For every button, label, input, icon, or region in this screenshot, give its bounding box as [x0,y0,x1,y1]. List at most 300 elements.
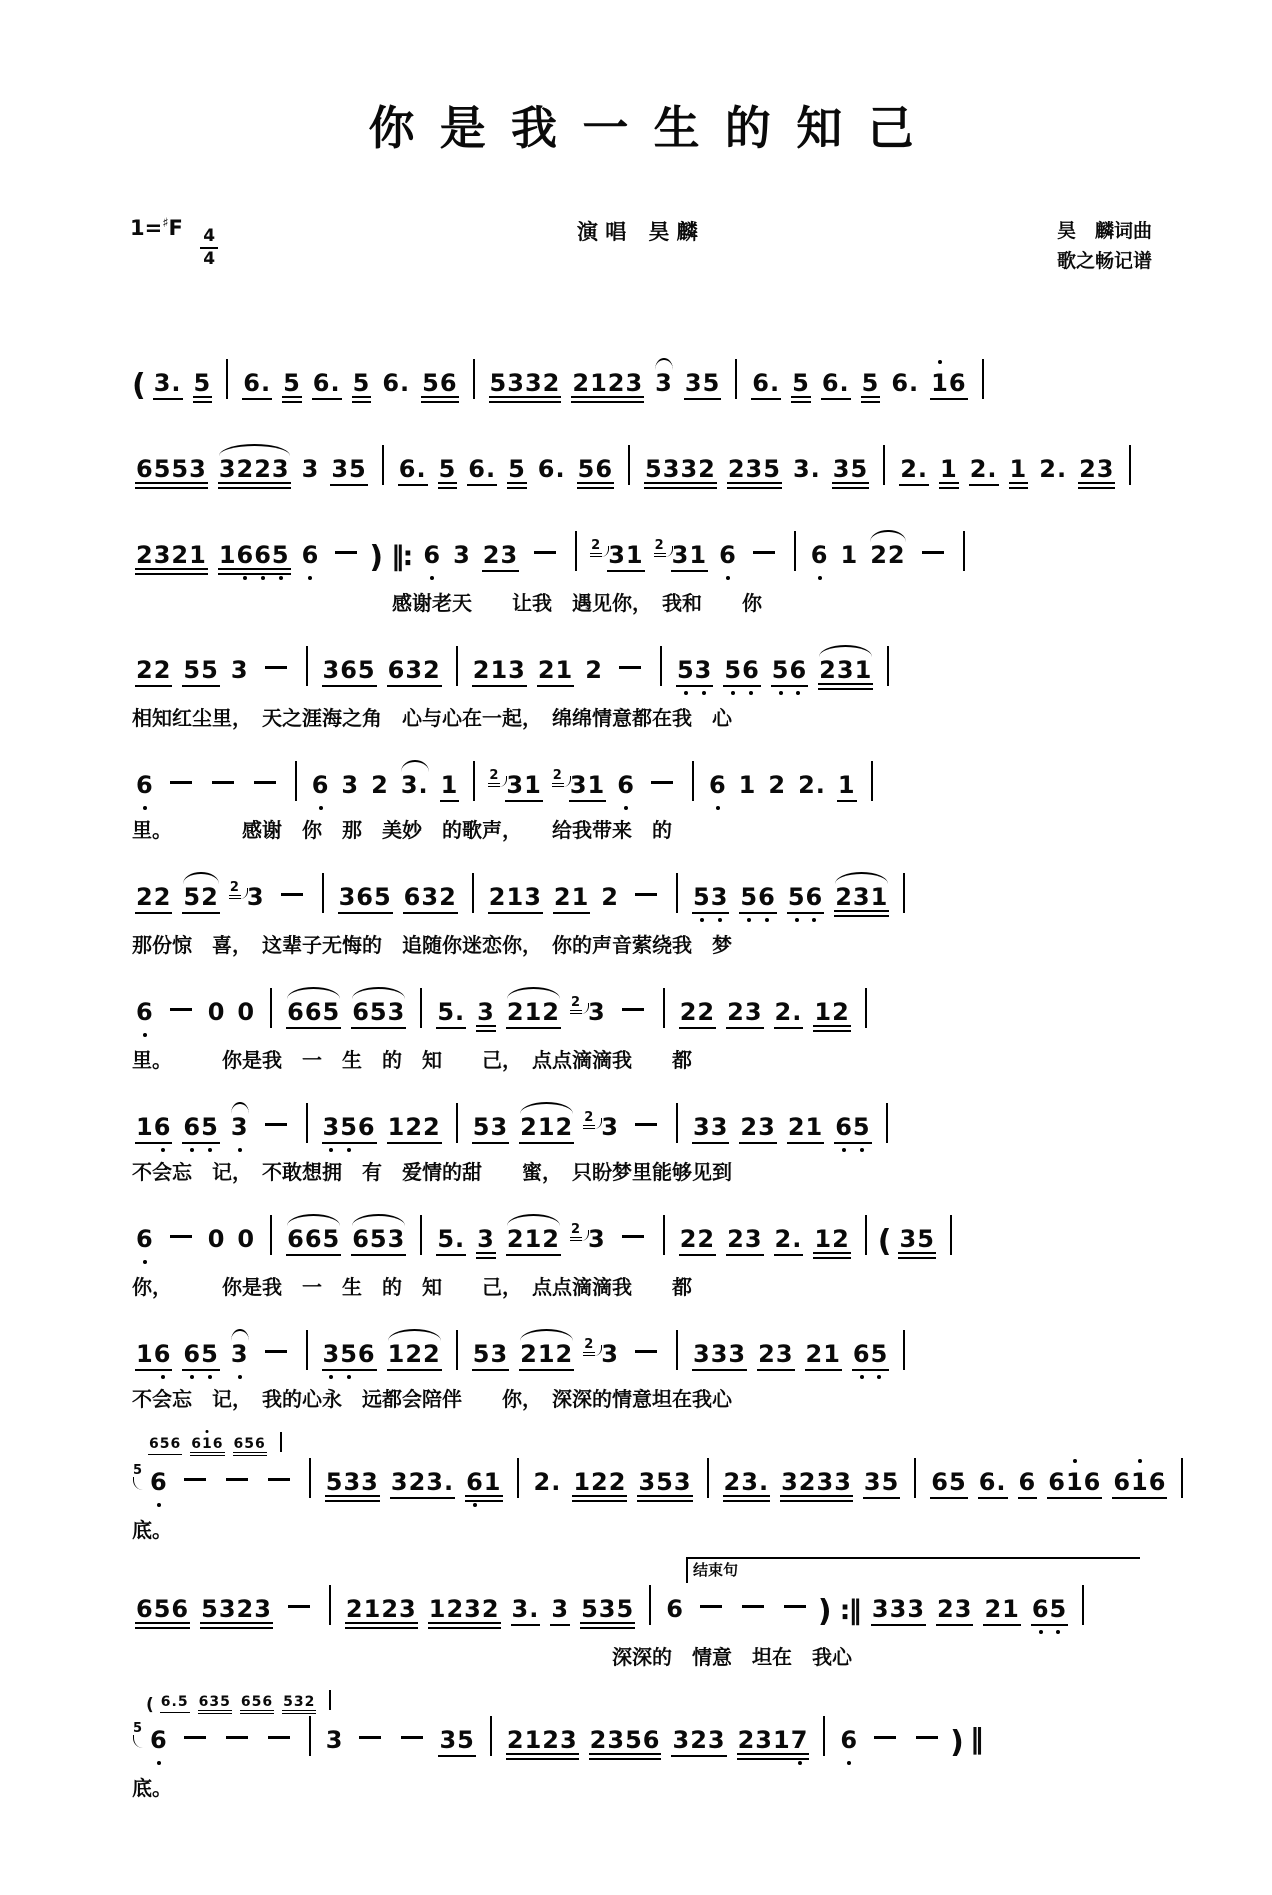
note: 3 [655,368,673,397]
barline [628,445,630,485]
note: 333 [871,1597,926,1626]
note: 6 5 [182,1115,219,1144]
duration-dash [700,1605,722,1608]
note: 6. [821,371,851,400]
barline [420,988,422,1028]
note: 235 [727,457,782,489]
note: 56 [421,371,458,403]
lyrics-line: 深深的 情意 坦在 我心 [132,1644,852,1669]
note: 6. [891,368,920,397]
note: 3 [230,655,249,684]
barline [329,1585,331,1625]
lyrics-line: 感谢老天 让我 遇见你， 我和 你 [132,590,762,615]
system [130,745,1152,843]
parenthesis: ( [132,367,146,403]
lyrics-line: 不会忘 记， 不敢想拥 有 爱情的甜 蜜， 只盼梦里能够见到 [132,1159,732,1184]
time-signature [200,228,218,268]
note: 3223 [218,457,291,489]
duration-dash [916,1736,938,1739]
note: 3 5 6 [322,1115,377,1144]
note: 6. [467,457,497,486]
duration-dash [635,1350,657,1353]
lyrics-line: 不会忘 记， 我的心永 远都会陪伴 你， 深深的情意坦在我心 [132,1386,732,1411]
note: 3. [400,770,429,799]
note: 212 [519,1115,574,1144]
meter-denominator: 4 [203,249,216,269]
note: 55 [182,658,219,687]
duration-dash [268,1736,290,1739]
notation-row [130,1087,1152,1156]
note: 56 [577,457,614,489]
note: 231 [834,885,889,917]
grace-note: 2 [583,1338,595,1356]
lyrics-line: 底。 [132,1517,172,1542]
barline [280,1432,282,1452]
grace-note: 2 [488,769,500,787]
duration-dash [635,893,657,896]
note: 213 [488,885,543,914]
note: 665 [286,1000,341,1029]
barline [823,1716,825,1756]
barline [456,1330,458,1370]
note: 6 [1018,1470,1038,1499]
note: 6 5 [852,1342,889,1371]
system [130,1087,1152,1185]
note: 532 [282,1695,316,1714]
grace-note: 2 [570,1223,582,1241]
note: 53 [472,1115,509,1144]
note: 23 [936,1597,973,1626]
note: 212 [506,1227,561,1256]
barline [309,1458,311,1498]
performer-line [449,216,832,246]
barline [420,1215,422,1255]
duration-dash [184,1736,206,1739]
system [130,429,1152,501]
note: 33 [692,1115,729,1144]
barline [886,1103,888,1143]
note: 35 [898,1227,935,1259]
grace-note: 2 [590,539,602,557]
note: 1 [840,540,859,569]
note: 653 [351,1000,406,1029]
system [130,972,1152,1073]
grace-note: 2 [583,1111,595,1129]
note: 2 [768,770,787,799]
duration-dash [226,1478,248,1481]
note: 1 [837,773,857,802]
note: 0 [207,997,226,1026]
grace-note: 2 [570,996,582,1014]
barline [871,761,873,801]
barline [382,445,384,485]
barline [963,531,965,571]
barline [472,873,474,913]
parenthesis: ( [146,1694,154,1715]
duration-dash [359,1736,381,1739]
note: 535 [580,1597,635,1629]
note: 323. [390,1470,455,1499]
note: 656 [233,1437,267,1456]
note: 22 [870,540,906,569]
note: 3 [246,882,265,911]
parenthesis: ) [369,539,384,575]
barline [676,873,678,913]
duration-dash [622,1008,644,1011]
note: 23 [739,1115,776,1144]
note: 3. [511,1597,541,1626]
note: 231 [818,658,873,690]
credit-words-music: 昊 麟词曲 [1056,220,1152,242]
note: 21 [553,885,590,914]
key-prefix: 1= [130,216,163,240]
note: 3. [153,371,183,400]
note: 353 [637,1470,692,1502]
note: 5 [352,371,372,403]
note: 2123 [345,1597,418,1629]
note: 2. [774,1227,804,1256]
note: 6.5 [160,1695,190,1713]
note: 6 [135,1000,155,1027]
barline [676,1330,678,1370]
note: 21 [537,658,574,687]
note: 1 [1009,457,1029,489]
duration-dash [254,781,276,784]
barline [663,1215,665,1255]
note: 2 [371,770,389,799]
note: 6 [149,1470,169,1497]
note: 6 [149,1728,169,1755]
note: 21 [983,1597,1020,1626]
note: 3 [601,1112,619,1141]
note: 21 [805,1342,842,1371]
note: 6 [135,1227,155,1254]
note: 0 [207,1224,226,1253]
note: 0 [237,997,256,1026]
note: 6 1 [465,1470,502,1502]
note: 6 [666,1594,684,1623]
note: 2. [1039,454,1068,483]
notation-row [130,857,1152,929]
system [130,343,1152,415]
key-letter: F [168,216,183,240]
note: 2123 [506,1728,579,1760]
note: 2321 [135,543,208,575]
duration-dash [534,551,556,554]
note: 53 [472,1342,509,1371]
repeat-end-barline: :‖ [839,1594,860,1626]
note: 22 [679,1227,716,1256]
note: 5 [507,457,527,489]
barline [490,1716,492,1756]
note: 6 5 [182,1342,219,1371]
duration-dash [281,893,303,896]
note: 6 [616,773,636,800]
note: 1 6 [930,371,967,400]
note: 3 [453,540,471,569]
grace-note: 5 [133,1720,144,1736]
note: 35 [330,457,367,486]
duration-dash [742,1605,764,1608]
lyrics-line: 里。 你是我 一 生 的 知 己， 点点滴滴我 都 [132,1047,692,1072]
note: 2 [601,882,619,911]
note: 3 [588,997,606,1026]
note: 365 [322,658,377,687]
note: 6 5 [1031,1597,1068,1626]
duration-dash [335,551,357,554]
barline [865,988,867,1028]
note: 35 [438,1728,475,1757]
note: 5 3 [676,658,713,687]
barline [309,1716,311,1756]
note: 23 [1078,457,1115,489]
barline [1181,1458,1183,1498]
lyrics-line: 那份惊 喜， 这辈子无悔的 追随你迷恋你， 你的声音萦绕我 梦 [132,932,732,957]
duration-dash [874,1736,896,1739]
note: 5 [791,371,811,403]
note: 6. [312,371,342,400]
barline [322,873,324,913]
barline [456,646,458,686]
note: 665 [286,1227,341,1256]
note: 3. [792,454,821,483]
note: 2123 [571,371,644,403]
key-signature [130,216,449,268]
barline [663,988,665,1028]
notation-row [130,515,1152,587]
performer-name: 昊麟 [648,219,706,244]
barline [517,1458,519,1498]
note: 6553 [135,457,208,489]
note: 6 [135,773,155,800]
note: 5 6 [723,658,760,687]
note: 3 [230,1342,250,1369]
note: 656 [135,1597,190,1629]
note: 3 5 6 [322,1342,377,1371]
system [130,1199,1152,1300]
duration-dash [401,1736,423,1739]
duration-dash [265,1123,287,1126]
note: 333 [692,1342,747,1371]
note: 5323 [200,1597,273,1629]
note: 16 6 5 [218,543,291,575]
note: 122 [387,1115,442,1144]
barline [883,445,885,485]
note: 122 [572,1470,627,1502]
note: 23 [726,1000,763,1029]
duration-dash [753,551,775,554]
note: 5 [193,371,213,403]
barline [660,646,662,686]
meta-row [130,216,1152,277]
duration-dash [635,1123,657,1126]
grace-note: 2 [654,539,666,557]
barline [950,1215,952,1255]
note: 122 [387,1342,442,1371]
note: 5. [436,1000,466,1029]
barline [306,1330,308,1370]
system [130,857,1152,958]
note: 1 [738,770,757,799]
barline [676,1103,678,1143]
barline [903,1330,905,1370]
lyrics-line: 底。 [132,1775,172,1800]
barline [329,1690,331,1710]
note: 31 [607,543,644,572]
note: 6 [718,543,738,570]
note: 3233 [780,1470,853,1502]
grace-note: 5 [133,1462,144,1478]
note: 5. [436,1227,466,1256]
meter-numerator: 4 [200,228,218,249]
credits [833,216,1152,277]
barline [295,761,297,801]
note: 6. [751,371,781,400]
note: 1 [939,457,959,489]
key-accidental: ♯ [162,216,169,231]
note: 22 [679,1000,716,1029]
note: 5 [861,371,881,403]
note: 12 [813,1000,850,1032]
note: 22 [135,885,172,914]
duration-dash [619,666,641,669]
system [130,630,1152,731]
barline [306,1103,308,1143]
notation-row [130,343,1152,415]
barline [692,761,694,801]
note: 3 [476,1000,496,1032]
note: 0 [237,1224,256,1253]
duration-dash [170,1235,192,1238]
note: 213 [472,658,527,687]
barline [649,1585,651,1625]
note: 65 [930,1470,967,1499]
repeat-start-barline: ‖: [391,540,412,572]
note: 3 [550,1597,570,1626]
note: 212 [506,1000,561,1029]
barline [575,531,577,571]
note: 212 [519,1342,574,1371]
barline [914,1458,916,1498]
note: 3 [588,1224,606,1253]
note: 1232 [428,1597,501,1629]
note: 2. [533,1467,562,1496]
system [130,1557,1152,1670]
barline [456,1103,458,1143]
note: 31 [505,773,542,802]
note: 23 [482,543,519,572]
duration-dash [170,781,192,784]
note: 2. [899,457,929,486]
duration-dash [288,1605,310,1608]
duration-dash [922,551,944,554]
duration-dash [212,781,234,784]
duration-dash [184,1478,206,1481]
note: 35 [863,1470,900,1499]
note: 656 [240,1695,274,1714]
notation-row [130,972,1152,1044]
barline [982,359,984,399]
duration-dash [268,1478,290,1481]
barline [794,531,796,571]
note: 35 [684,371,721,400]
barline [865,1215,867,1255]
note: 35 [832,457,869,489]
note: 6. [537,454,566,483]
parenthesis: ) [817,1593,832,1629]
notation-row [130,745,1152,814]
barline [226,359,228,399]
note: 6. [398,457,428,486]
parenthesis: ( [877,1223,892,1259]
duration-dash [265,666,287,669]
lyrics-line: 相知红尘里， 天之涯海之角 心与心在一起， 绵绵情意都在我 心 [132,705,732,730]
grace-note: 2 [229,881,241,899]
music-systems [130,343,1167,1801]
note: 6 [810,543,830,570]
system [130,1684,1152,1801]
note: 23 [726,1227,763,1256]
parenthesis: ) [950,1724,964,1760]
barline [270,1215,272,1255]
note: 632 [403,885,458,914]
note: 365 [338,885,393,914]
barline [903,873,905,913]
note: 2. [969,457,999,486]
duration-dash [265,1350,287,1353]
note: 2. [774,1000,804,1029]
song-title: 你是我一生的知己 [368,101,939,155]
ending-bracket [686,1557,1140,1583]
note: 21 [787,1115,824,1144]
note: 6 [839,1728,859,1755]
barline [473,761,475,801]
note: 5332 [489,371,562,403]
note: 5 6 [771,658,808,687]
note: 3 [601,1339,619,1368]
note: 6 5 [834,1115,871,1144]
system [130,515,1152,616]
note: 16 [135,1115,172,1144]
note: 31 [671,543,708,572]
note: 61 6 [190,1437,224,1456]
barline [473,359,475,399]
note: 1 [440,773,460,802]
note: 3 [476,1227,496,1259]
duration-dash [170,1008,192,1011]
note: 6. [382,368,411,397]
lyrics-line: 你， 你是我 一 生 的 知 己， 点点滴滴我 都 [132,1274,692,1299]
note: 635 [198,1695,232,1714]
note: 6. [978,1470,1008,1499]
note: 5332 [644,457,717,489]
duration-dash [784,1605,806,1608]
note: 31 [569,773,606,802]
notation-row [130,429,1152,501]
ending-label: 结束句 [693,1560,739,1579]
duration-dash [622,1235,644,1238]
note: 6. [242,371,272,400]
final-barline: ‖ [969,1721,984,1755]
note: 52 [182,885,219,914]
note: 2. [798,770,826,799]
note: 5 6 [787,885,824,914]
note: 16 [135,1342,172,1371]
note: 61 6 [1047,1470,1102,1499]
note: 5 6 [739,885,776,914]
note: 2356 [589,1728,662,1760]
notation-row [130,630,1152,702]
